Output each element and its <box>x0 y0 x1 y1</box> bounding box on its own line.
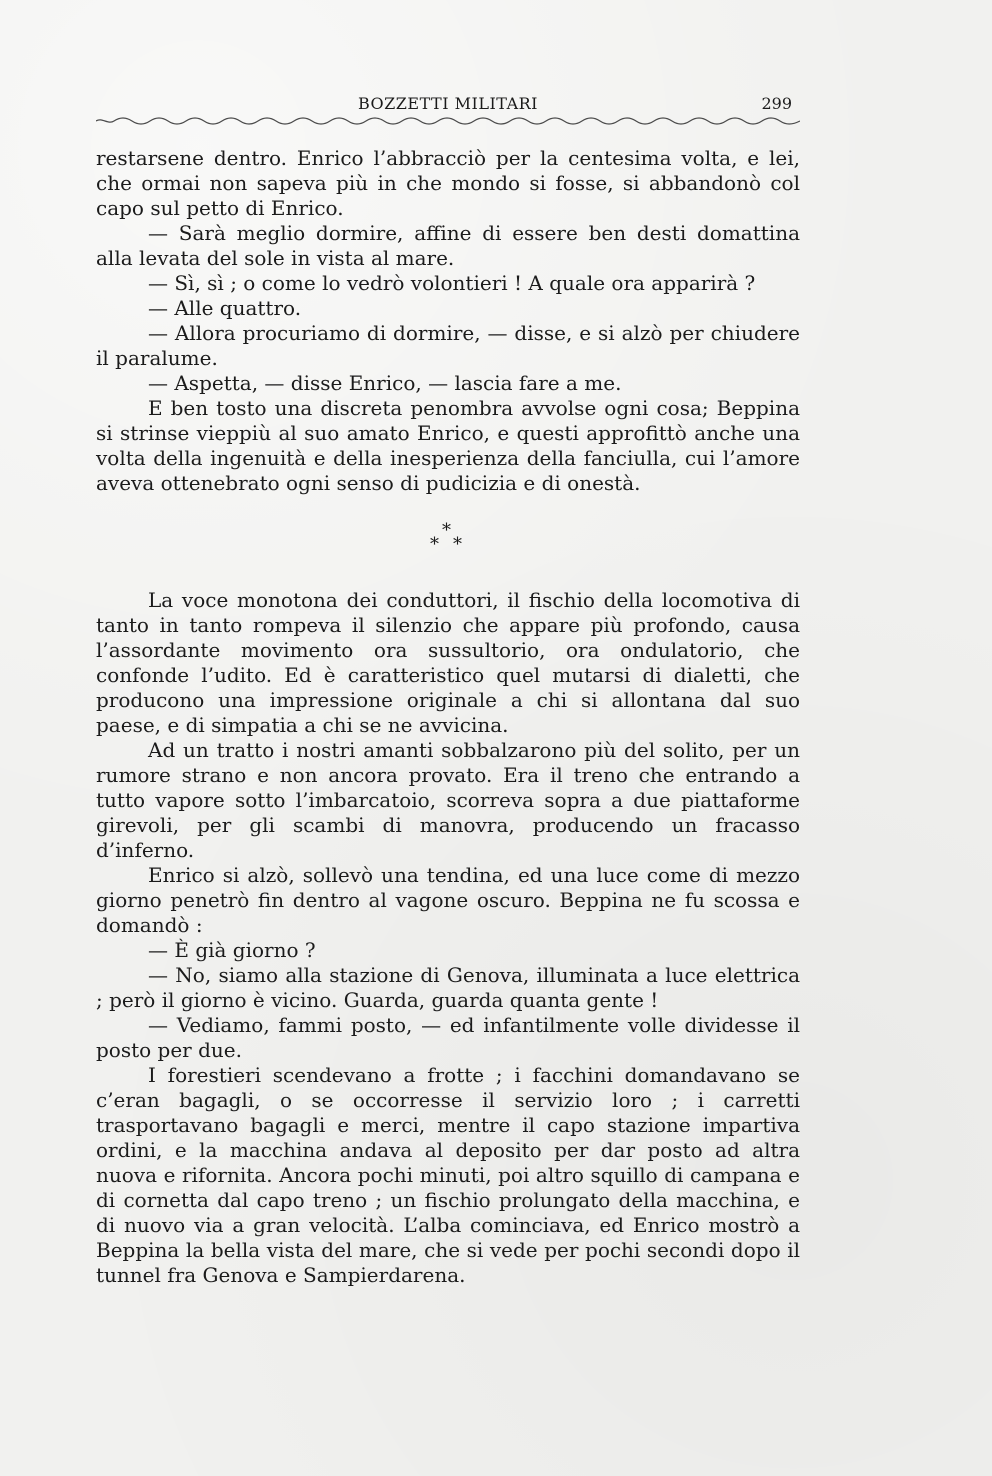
paragraph-10: Enrico si alzò, sollevò una tendina, ed una luce come di mezzo giorno penetrò fin dentro al vagone oscuro. Beppina ne fu scossa e domandò : <box>96 863 800 937</box>
asterisk-left: * <box>430 534 439 555</box>
section-asterism <box>96 518 800 582</box>
page-header <box>96 86 800 126</box>
asterisk-right: * <box>453 534 462 555</box>
page-body <box>96 146 800 1288</box>
decorative-wavy-rule <box>96 114 800 126</box>
paragraph-7: E ben tosto una discreta penombra avvolse ogni cosa; Beppina si strinse vieppiù al suo amato Enrico, e questi approfittò anche una volta della ingenuità e della inesperienza della fanciulla, cui l’amore aveva ottenebrato ogni senso di pudicizia e di onestà. <box>96 396 800 495</box>
running-title: BOZZETTI MILITARI <box>358 94 538 113</box>
paragraph-3: — Sì, sì ; o come lo vedrò volontieri ! A quale ora apparirà ? <box>148 271 756 295</box>
paragraph-14: I forestieri scendevano a frotte ; i facchini domandavano se c’eran bagagli, o se occorresse il servizio loro ; i carretti trasportavano bagagli e merci, mentre il capo stazione impartiva ordini, e la macchina andava al deposito per dar posto ad altra nuova e rifornita. Ancora pochi minuti, poi altro squillo di campana e di cornetta dal capo treno ; un fischio prolungato della macchina, e di nuovo via a gran velocità. L’alba cominciava, ed Enrico mostrò a Beppina la bella vista del mare, che si vede per pochi secondi dopo il tunnel fra Genova e Sampierdarena. <box>96 1063 800 1287</box>
paragraph-9: Ad un tratto i nostri amanti sobbalzarono più del solito, per un rumore strano e non ancora provato. Era il treno che entrando a tutto vapore sotto l’imbarcatoio, scorreva sopra a due piattaforme girevoli, per gli scambi di manovra, producendo un fracasso d’inferno. <box>96 738 800 862</box>
paragraph-1: restarsene dentro. Enrico l’abbracciò per la centesima volta, e lei, che ormai non sapeva più in che mondo si fosse, si abbandonò col capo sul petto di Enrico. <box>96 146 800 220</box>
paragraph-13: — Vediamo, fammi posto, — ed infantilmente volle dividesse il posto per due. <box>96 1013 800 1062</box>
paragraph-11: — È già giorno ? <box>148 938 316 962</box>
paragraph-5: — Allora procuriamo di dormire, — disse, e si alzò per chiudere il paralume. <box>96 321 800 370</box>
asterisk-top: * <box>442 520 451 541</box>
paragraph-4: — Alle quattro. <box>148 296 302 320</box>
paragraph-2: — Sarà meglio dormire, affine di essere ben desti domattina alla levata del sole in vista al mare. <box>96 221 800 270</box>
paragraph-8: La voce monotona dei conduttori, il fischio della locomotiva di tanto in tanto rompeva il silenzio che appare più profondo, causa l’assordante movimento ora sussultorio, ora ondulatorio, che confonde l’udito. Ed è caratteristico quel mutarsi di dialetti, che producono una impressione originale a chi si allontana dal suo paese, e di simpatia a chi se ne avvicina. <box>96 588 800 737</box>
paragraph-6: — Aspetta, — disse Enrico, — lascia fare a me. <box>148 371 622 395</box>
page-number: 299 <box>761 94 792 113</box>
paragraph-12: — No, siamo alla stazione di Genova, illuminata a luce elettrica ; però il giorno è vicino. Guarda, guarda quanta gente ! <box>96 963 800 1012</box>
